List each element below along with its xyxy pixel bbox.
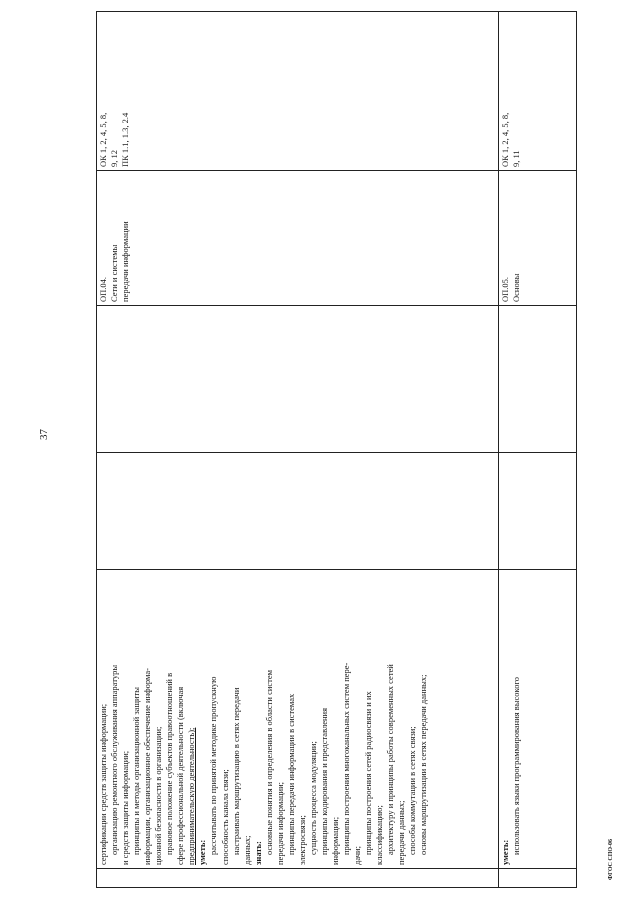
skill-line: дачи; bbox=[352, 846, 363, 865]
competence-line: ОК 1, 2, 4, 5, 8, bbox=[500, 112, 510, 167]
skill-line: принципы построения сетей радиосвязи и их bbox=[363, 691, 374, 855]
umet-block bbox=[197, 573, 252, 865]
index-cell bbox=[499, 869, 577, 888]
hours-cell bbox=[97, 306, 499, 453]
hours-cell bbox=[499, 306, 577, 453]
rotated-sheet bbox=[96, 28, 576, 888]
skill-line: ционной безопасности в организации; bbox=[153, 726, 164, 865]
skill-line: принципы построения многоканальных систем пере- bbox=[341, 662, 352, 855]
skills-cell bbox=[97, 570, 499, 869]
hours-cell bbox=[97, 453, 499, 570]
umet-label: уметь: bbox=[197, 839, 208, 865]
discipline-name-line: передачи информации bbox=[120, 221, 131, 302]
skill-line: настраивать маршрутизацию в сетях передачи bbox=[230, 687, 241, 855]
skill-line: передачи информации; bbox=[274, 781, 285, 865]
competence-line: ПК 1.1, 1.3, 2.4 bbox=[120, 112, 131, 167]
discipline-name-line: Сети и системы bbox=[109, 244, 120, 302]
skill-line: организацию ремонтного обслуживания аппаратуры bbox=[109, 664, 120, 855]
znat-label: знать: bbox=[252, 841, 263, 865]
skill-line: основные понятия и определения в области систем bbox=[263, 669, 274, 855]
skill-line: данных; bbox=[241, 835, 252, 865]
skill-line: и средств защиты информации; bbox=[120, 750, 131, 865]
table-row bbox=[97, 12, 499, 888]
page-number: 37 bbox=[38, 429, 50, 440]
discipline-code: ОП.04. bbox=[98, 276, 108, 302]
competences-cell bbox=[499, 12, 577, 171]
skill-line: архитектуру и принципы работы современных сетей bbox=[385, 664, 396, 855]
skill-line: основы маршрутизации в сетях передачи данных; bbox=[418, 674, 429, 855]
discipline-cell bbox=[97, 171, 499, 306]
skill-line: электросвязи; bbox=[296, 815, 307, 865]
discipline-name-line: Основы bbox=[511, 273, 522, 302]
table-row bbox=[499, 12, 577, 888]
skill-line: принципы передачи информации в системах bbox=[285, 693, 296, 855]
skill-line: сущность процесса модуляции; bbox=[307, 741, 318, 855]
skill-line: передачи данных; bbox=[396, 800, 407, 865]
competences-cell bbox=[97, 12, 499, 171]
skill-line: классификацию; bbox=[374, 805, 385, 865]
skill-line: принципы кодирования и представления bbox=[318, 707, 329, 855]
skill-line: правовое положение субъектов правоотношений в bbox=[164, 672, 175, 855]
discipline-code: ОП.05. bbox=[500, 276, 510, 302]
discipline-cell bbox=[499, 171, 577, 306]
skill-line: предпринимательскую деятельность); bbox=[186, 727, 197, 865]
hours-cell bbox=[499, 453, 577, 570]
skill-line: принципы и методы организационной защиты bbox=[131, 687, 142, 855]
footer-text: ФГОС СПО-06 bbox=[608, 838, 614, 880]
skills-continuation bbox=[98, 573, 197, 865]
skill-line: способы коммутации в сетях связи; bbox=[407, 726, 418, 855]
curriculum-table bbox=[96, 11, 577, 888]
skill-line: сертификации средств защиты информации; bbox=[98, 703, 108, 865]
skill-line: информации, организационное обеспечение информа- bbox=[142, 668, 153, 865]
competence-line: ОК 1, 2, 4, 5, 8, bbox=[98, 112, 108, 167]
index-cell bbox=[97, 869, 499, 888]
skill-line: способность канала связи; bbox=[219, 769, 230, 865]
skills-cell bbox=[499, 570, 577, 869]
competence-line: 9, 11 bbox=[511, 150, 522, 167]
skill-line: сфере профессиональной деятельности (включая bbox=[175, 686, 186, 865]
competence-line: 9, 12 bbox=[109, 150, 120, 167]
znat-block bbox=[253, 573, 430, 865]
umet-label: уметь: bbox=[500, 839, 510, 865]
skill-line: информации; bbox=[329, 816, 340, 865]
skill-line: рассчитывать по принятой методике пропускную bbox=[208, 676, 219, 855]
skill-line: использовать языки программирования высокого bbox=[511, 676, 522, 855]
